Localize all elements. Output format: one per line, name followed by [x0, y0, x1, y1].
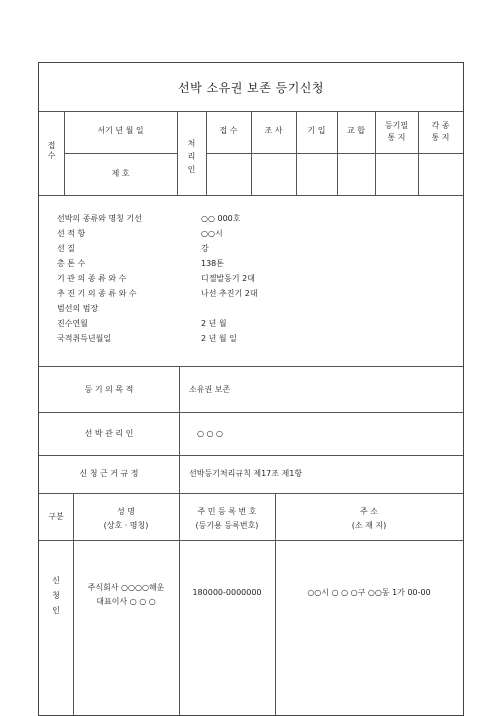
detail-label: 국적취득년월일 — [57, 334, 112, 343]
detail-label: 선박의 종류와 명칭 기선 — [57, 214, 142, 223]
divider — [39, 195, 463, 196]
col-address: 주 소 (소 재 지) — [351, 507, 387, 530]
applicant-id-number: 180000-0000000 — [192, 588, 262, 597]
processor-label: 처 리 인 — [187, 139, 196, 174]
col-verification: 교 합 — [347, 126, 365, 135]
registration-form — [38, 62, 464, 716]
detail-value: 나선 추진기 2대 — [201, 289, 258, 298]
detail-label: 추 진 기 의 종 류 와 수 — [57, 289, 137, 298]
applicant-label: 신 청 인 — [52, 576, 60, 615]
detail-value: 2 년 월 — [201, 319, 227, 328]
detail-label: 선 적 항 — [57, 229, 86, 238]
col-resident-number: 주 민 등 록 번 호 (등기용 등록번호) — [195, 507, 259, 530]
manager-label: 선 박 관 리 인 — [84, 429, 134, 438]
purpose-value: 소유권 보존 — [189, 385, 231, 394]
divider — [296, 111, 297, 195]
date-label: 서기 년 월 일 — [97, 126, 144, 135]
applicant-address: ○○시 ○ ○ ○구 ○○동 1가 00-00 — [307, 588, 431, 597]
manager-value: ○ ○ ○ — [197, 429, 224, 438]
divider — [39, 366, 463, 367]
detail-value: ○○시 — [201, 229, 223, 238]
divider — [337, 111, 338, 195]
col-investigation: 조 사 — [264, 126, 283, 135]
col-various-notice: 각 종 통 지 — [431, 121, 450, 142]
col-division: 구분 — [48, 512, 64, 521]
divider — [39, 412, 463, 413]
number-label: 제 호 — [111, 169, 130, 178]
divider — [39, 493, 463, 494]
detail-label: 기 관 의 종 류 와 수 — [57, 274, 127, 283]
form-title: 선박 소유권 보존 등기신청 — [178, 81, 324, 95]
legal-basis-label: 신 청 근 거 규 정 — [79, 469, 139, 478]
applicant-name: 주식회사 ○○○○해운 대표이사 ○ ○ ○ — [87, 583, 165, 606]
divider — [179, 366, 180, 493]
divider — [206, 153, 463, 154]
detail-label: 진수연월 — [57, 319, 88, 328]
detail-label: 범선의 범장 — [57, 304, 99, 313]
detail-value: 2 년 월 일 — [201, 334, 237, 343]
detail-value: ○○ 000호 — [201, 214, 241, 223]
detail-value: 강 — [201, 244, 209, 253]
divider — [251, 111, 252, 195]
purpose-label: 등 기 의 목 적 — [84, 385, 134, 394]
col-completion-notice: 등기필 통 지 — [384, 121, 409, 142]
divider — [39, 455, 463, 456]
divider — [39, 540, 463, 541]
col-name: 성 명 (상호 · 명칭) — [103, 507, 149, 530]
col-reception: 접 수 — [219, 126, 238, 135]
col-entry: 기 입 — [307, 126, 326, 135]
detail-value: 138톤 — [201, 259, 224, 268]
divider — [64, 153, 177, 154]
reception-label: 접 수 — [47, 141, 56, 160]
detail-label: 선 질 — [57, 244, 75, 253]
detail-value: 디젤발동기 2대 — [201, 274, 256, 283]
divider — [206, 111, 207, 195]
divider — [64, 111, 65, 195]
detail-label: 총 톤 수 — [57, 259, 86, 268]
legal-basis-value: 선박등기처리규칙 제17조 제1항 — [189, 469, 303, 478]
